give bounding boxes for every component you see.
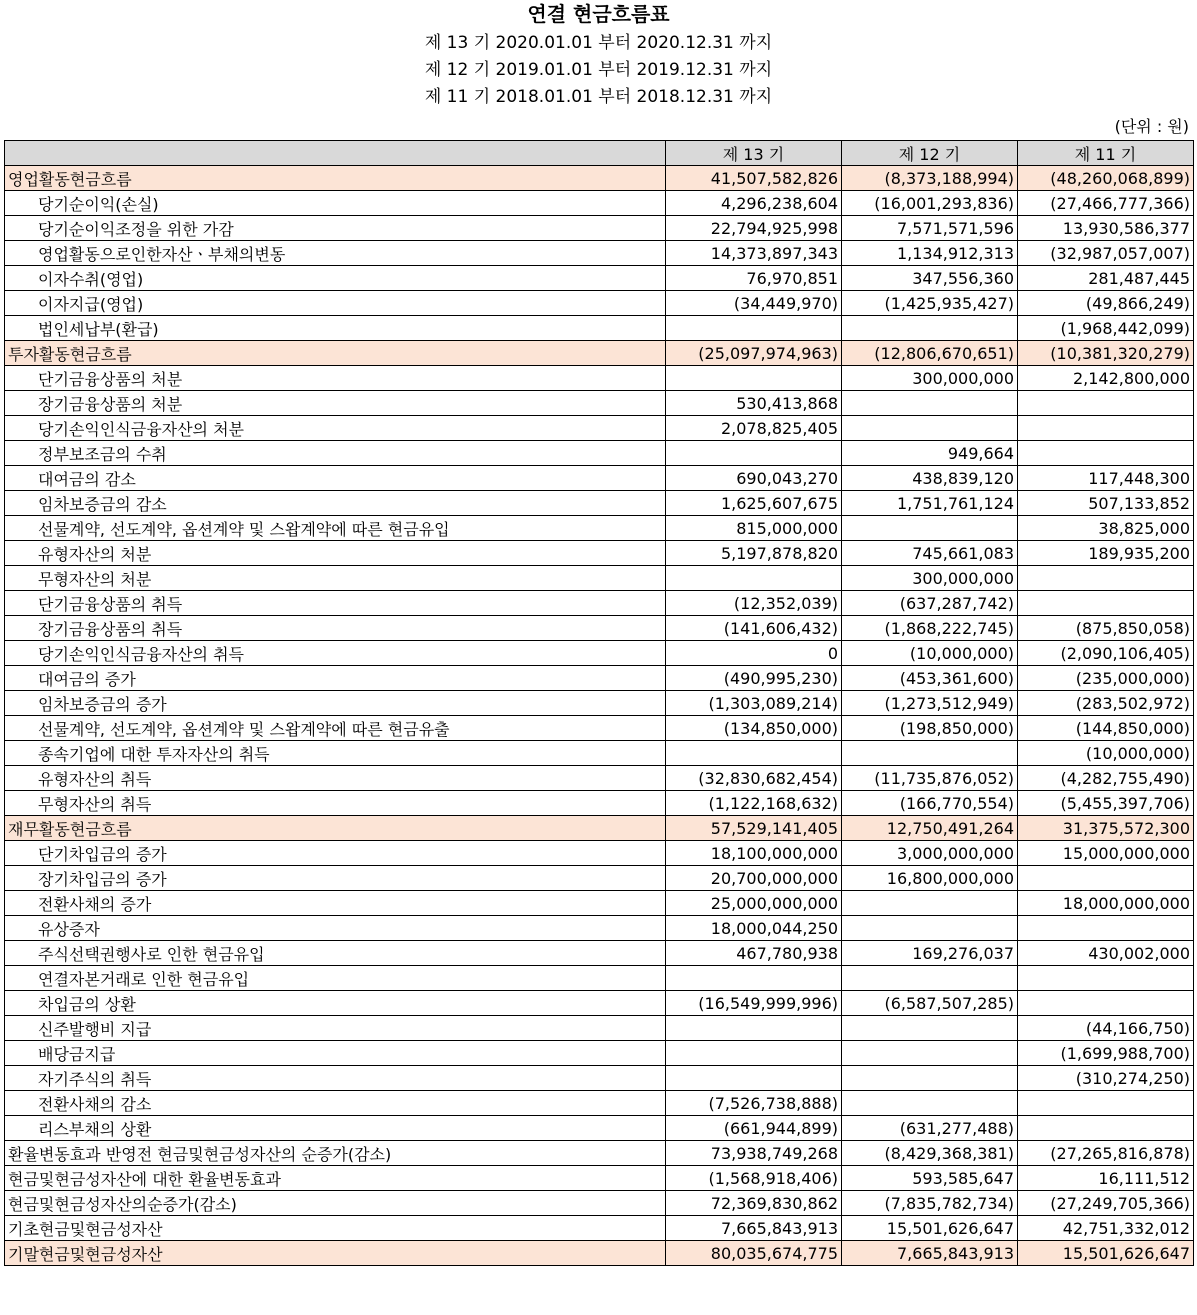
value-period-11 bbox=[1018, 441, 1194, 466]
value-period-11: (27,466,777,366) bbox=[1018, 191, 1194, 216]
value-period-11: (235,000,000) bbox=[1018, 666, 1194, 691]
value-period-12: (1,425,935,427) bbox=[842, 291, 1018, 316]
value-period-12 bbox=[842, 516, 1018, 541]
value-period-11 bbox=[1018, 966, 1194, 991]
row-label: 선물계약, 선도계약, 옵션계약 및 스왑계약에 따른 현금유입 bbox=[5, 516, 666, 541]
value-period-12: 593,585,647 bbox=[842, 1166, 1018, 1191]
value-period-12: (631,277,488) bbox=[842, 1116, 1018, 1141]
table-row bbox=[5, 516, 1194, 541]
value-period-11: (48,260,068,899) bbox=[1018, 166, 1194, 191]
table-row bbox=[5, 691, 1194, 716]
header-period-13: 제 13 기 bbox=[666, 141, 842, 166]
table-row bbox=[5, 1166, 1194, 1191]
row-label: 투자활동현금흐름 bbox=[5, 341, 666, 366]
value-period-13 bbox=[666, 441, 842, 466]
row-label: 유형자산의 처분 bbox=[5, 541, 666, 566]
row-label: 장기금융상품의 처분 bbox=[5, 391, 666, 416]
table-row bbox=[5, 266, 1194, 291]
table-row bbox=[5, 1016, 1194, 1041]
value-period-13: 76,970,851 bbox=[666, 266, 842, 291]
value-period-13: 80,035,674,775 bbox=[666, 1241, 842, 1266]
value-period-12: 347,556,360 bbox=[842, 266, 1018, 291]
value-period-13: 4,296,238,604 bbox=[666, 191, 842, 216]
value-period-13: (34,449,970) bbox=[666, 291, 842, 316]
value-period-12: (453,361,600) bbox=[842, 666, 1018, 691]
row-label: 장기차입금의 증가 bbox=[5, 866, 666, 891]
value-period-13 bbox=[666, 1016, 842, 1041]
value-period-13: (1,568,918,406) bbox=[666, 1166, 842, 1191]
value-period-11: (875,850,058) bbox=[1018, 616, 1194, 641]
value-period-12: (1,273,512,949) bbox=[842, 691, 1018, 716]
value-period-11 bbox=[1018, 866, 1194, 891]
value-period-11: 281,487,445 bbox=[1018, 266, 1194, 291]
value-period-12: 438,839,120 bbox=[842, 466, 1018, 491]
value-period-12 bbox=[842, 391, 1018, 416]
table-row bbox=[5, 766, 1194, 791]
value-period-11: 16,111,512 bbox=[1018, 1166, 1194, 1191]
value-period-11: (4,282,755,490) bbox=[1018, 766, 1194, 791]
value-period-11: 2,142,800,000 bbox=[1018, 366, 1194, 391]
table-row bbox=[5, 791, 1194, 816]
table-row bbox=[5, 466, 1194, 491]
row-label: 영업활동현금흐름 bbox=[5, 166, 666, 191]
value-period-13: (12,352,039) bbox=[666, 591, 842, 616]
value-period-13: (661,944,899) bbox=[666, 1116, 842, 1141]
value-period-11: (1,968,442,099) bbox=[1018, 316, 1194, 341]
row-label: 이자수취(영업) bbox=[5, 266, 666, 291]
row-label: 선물계약, 선도계약, 옵션계약 및 스왑계약에 따른 현금유출 bbox=[5, 716, 666, 741]
value-period-11: (1,699,988,700) bbox=[1018, 1041, 1194, 1066]
value-period-12: 7,571,571,596 bbox=[842, 216, 1018, 241]
value-period-12 bbox=[842, 1066, 1018, 1091]
value-period-13: 815,000,000 bbox=[666, 516, 842, 541]
value-period-13: 72,369,830,862 bbox=[666, 1191, 842, 1216]
row-label: 유상증자 bbox=[5, 916, 666, 941]
row-label: 종속기업에 대한 투자자산의 취득 bbox=[5, 741, 666, 766]
value-period-11: 507,133,852 bbox=[1018, 491, 1194, 516]
value-period-12: 16,800,000,000 bbox=[842, 866, 1018, 891]
unit-label: (단위 : 원) bbox=[1114, 117, 1189, 136]
value-period-11: 117,448,300 bbox=[1018, 466, 1194, 491]
row-label: 환율변동효과 반영전 현금및현금성자산의 순증가(감소) bbox=[5, 1141, 666, 1166]
row-label: 무형자산의 처분 bbox=[5, 566, 666, 591]
value-period-11: (27,249,705,366) bbox=[1018, 1191, 1194, 1216]
value-period-12 bbox=[842, 741, 1018, 766]
value-period-12: 1,751,761,124 bbox=[842, 491, 1018, 516]
table-row bbox=[5, 1216, 1194, 1241]
row-label: 단기금융상품의 처분 bbox=[5, 366, 666, 391]
value-period-11: 189,935,200 bbox=[1018, 541, 1194, 566]
table-row bbox=[5, 991, 1194, 1016]
table-row bbox=[5, 491, 1194, 516]
value-period-12: 300,000,000 bbox=[842, 566, 1018, 591]
row-label: 단기차입금의 증가 bbox=[5, 841, 666, 866]
value-period-13: (1,122,168,632) bbox=[666, 791, 842, 816]
row-label: 영업활동으로인한자산ㆍ부채의변동 bbox=[5, 241, 666, 266]
row-label: 배당금지급 bbox=[5, 1041, 666, 1066]
value-period-11: (310,274,250) bbox=[1018, 1066, 1194, 1091]
row-label: 유형자산의 취득 bbox=[5, 766, 666, 791]
row-label: 당기손익인식금융자산의 취득 bbox=[5, 641, 666, 666]
row-label: 임차보증금의 증가 bbox=[5, 691, 666, 716]
value-period-11 bbox=[1018, 416, 1194, 441]
header-label bbox=[5, 141, 666, 166]
row-label: 당기순이익(손실) bbox=[5, 191, 666, 216]
table-row bbox=[5, 391, 1194, 416]
table-row bbox=[5, 1191, 1194, 1216]
value-period-11: 15,000,000,000 bbox=[1018, 841, 1194, 866]
value-period-11: (2,090,106,405) bbox=[1018, 641, 1194, 666]
value-period-11: 38,825,000 bbox=[1018, 516, 1194, 541]
value-period-13 bbox=[666, 566, 842, 591]
period-line-13: 제 13 기 2020.01.01 부터 2020.12.31 까지 bbox=[424, 33, 773, 53]
table-row bbox=[5, 191, 1194, 216]
header-period-11: 제 11 기 bbox=[1018, 141, 1194, 166]
value-period-12: (8,373,188,994) bbox=[842, 166, 1018, 191]
value-period-12: 949,664 bbox=[842, 441, 1018, 466]
table-row bbox=[5, 416, 1194, 441]
value-period-11: (10,000,000) bbox=[1018, 741, 1194, 766]
table-row bbox=[5, 641, 1194, 666]
row-label: 단기금융상품의 취득 bbox=[5, 591, 666, 616]
table-row bbox=[5, 1066, 1194, 1091]
value-period-12: 300,000,000 bbox=[842, 366, 1018, 391]
value-period-13: 467,780,938 bbox=[666, 941, 842, 966]
value-period-13: 690,043,270 bbox=[666, 466, 842, 491]
value-period-12: (8,429,368,381) bbox=[842, 1141, 1018, 1166]
value-period-13: 530,413,868 bbox=[666, 391, 842, 416]
value-period-13: (25,097,974,963) bbox=[666, 341, 842, 366]
table-row bbox=[5, 616, 1194, 641]
value-period-13 bbox=[666, 316, 842, 341]
value-period-12 bbox=[842, 916, 1018, 941]
value-period-11 bbox=[1018, 591, 1194, 616]
row-label: 자기주식의 취득 bbox=[5, 1066, 666, 1091]
value-period-13 bbox=[666, 1066, 842, 1091]
value-period-13 bbox=[666, 366, 842, 391]
value-period-13: (7,526,738,888) bbox=[666, 1091, 842, 1116]
value-period-12 bbox=[842, 1041, 1018, 1066]
value-period-11: (283,502,972) bbox=[1018, 691, 1194, 716]
value-period-12: (7,835,782,734) bbox=[842, 1191, 1018, 1216]
table-row bbox=[5, 216, 1194, 241]
value-period-13 bbox=[666, 966, 842, 991]
value-period-12: (637,287,742) bbox=[842, 591, 1018, 616]
value-period-13: 14,373,897,343 bbox=[666, 241, 842, 266]
period-line-11: 제 11 기 2018.01.01 부터 2018.12.31 까지 bbox=[424, 87, 773, 107]
value-period-11: (49,866,249) bbox=[1018, 291, 1194, 316]
value-period-11: 430,002,000 bbox=[1018, 941, 1194, 966]
row-label: 법인세납부(환급) bbox=[5, 316, 666, 341]
row-label: 임차보증금의 감소 bbox=[5, 491, 666, 516]
value-period-12 bbox=[842, 1016, 1018, 1041]
value-period-11 bbox=[1018, 566, 1194, 591]
value-period-11: (144,850,000) bbox=[1018, 716, 1194, 741]
value-period-12 bbox=[842, 316, 1018, 341]
value-period-11 bbox=[1018, 391, 1194, 416]
value-period-12: 745,661,083 bbox=[842, 541, 1018, 566]
value-period-13: 41,507,582,826 bbox=[666, 166, 842, 191]
value-period-12: (1,868,222,745) bbox=[842, 616, 1018, 641]
value-period-11 bbox=[1018, 1116, 1194, 1141]
value-period-12: (12,806,670,651) bbox=[842, 341, 1018, 366]
table-row bbox=[5, 666, 1194, 691]
value-period-13: 57,529,141,405 bbox=[666, 816, 842, 841]
value-period-13 bbox=[666, 1041, 842, 1066]
value-period-11: 31,375,572,300 bbox=[1018, 816, 1194, 841]
table-header-row bbox=[5, 141, 1194, 166]
value-period-11: (10,381,320,279) bbox=[1018, 341, 1194, 366]
value-period-12 bbox=[842, 416, 1018, 441]
value-period-12: (10,000,000) bbox=[842, 641, 1018, 666]
table-row bbox=[5, 966, 1194, 991]
table-row bbox=[5, 716, 1194, 741]
row-label: 현금및현금성자산의순증가(감소) bbox=[5, 1191, 666, 1216]
row-label: 대여금의 증가 bbox=[5, 666, 666, 691]
table-row bbox=[5, 566, 1194, 591]
value-period-12: (16,001,293,836) bbox=[842, 191, 1018, 216]
value-period-13: 1,625,607,675 bbox=[666, 491, 842, 516]
value-period-13 bbox=[666, 741, 842, 766]
value-period-12 bbox=[842, 966, 1018, 991]
value-period-12: 7,665,843,913 bbox=[842, 1241, 1018, 1266]
value-period-13: 7,665,843,913 bbox=[666, 1216, 842, 1241]
table-row bbox=[5, 816, 1194, 841]
value-period-11: 15,501,626,647 bbox=[1018, 1241, 1194, 1266]
value-period-11: 18,000,000,000 bbox=[1018, 891, 1194, 916]
row-label: 리스부채의 상환 bbox=[5, 1116, 666, 1141]
row-label: 신주발행비 지급 bbox=[5, 1016, 666, 1041]
row-label: 현금및현금성자산에 대한 환율변동효과 bbox=[5, 1166, 666, 1191]
cash-flow-table bbox=[4, 140, 1194, 1266]
value-period-13: (32,830,682,454) bbox=[666, 766, 842, 791]
value-period-12 bbox=[842, 891, 1018, 916]
value-period-11: (5,455,397,706) bbox=[1018, 791, 1194, 816]
value-period-12: (198,850,000) bbox=[842, 716, 1018, 741]
row-label: 기초현금및현금성자산 bbox=[5, 1216, 666, 1241]
value-period-11 bbox=[1018, 991, 1194, 1016]
value-period-12: 1,134,912,313 bbox=[842, 241, 1018, 266]
table-row bbox=[5, 366, 1194, 391]
value-period-11 bbox=[1018, 1091, 1194, 1116]
table-row bbox=[5, 1241, 1194, 1266]
row-label: 장기금융상품의 취득 bbox=[5, 616, 666, 641]
row-label: 당기손익인식금융자산의 처분 bbox=[5, 416, 666, 441]
row-label: 당기순이익조정을 위한 가감 bbox=[5, 216, 666, 241]
row-label: 무형자산의 취득 bbox=[5, 791, 666, 816]
table-row bbox=[5, 441, 1194, 466]
value-period-13: (1,303,089,214) bbox=[666, 691, 842, 716]
value-period-13: 25,000,000,000 bbox=[666, 891, 842, 916]
value-period-12: 3,000,000,000 bbox=[842, 841, 1018, 866]
value-period-13: (16,549,999,996) bbox=[666, 991, 842, 1016]
table-row bbox=[5, 916, 1194, 941]
value-period-12: (11,735,876,052) bbox=[842, 766, 1018, 791]
value-period-12: 15,501,626,647 bbox=[842, 1216, 1018, 1241]
value-period-13: 18,000,044,250 bbox=[666, 916, 842, 941]
row-label: 재무활동현금흐름 bbox=[5, 816, 666, 841]
value-period-13: 18,100,000,000 bbox=[666, 841, 842, 866]
value-period-13: (490,995,230) bbox=[666, 666, 842, 691]
value-period-13: 2,078,825,405 bbox=[666, 416, 842, 441]
value-period-11: 13,930,586,377 bbox=[1018, 216, 1194, 241]
row-label: 전환사채의 감소 bbox=[5, 1091, 666, 1116]
value-period-12 bbox=[842, 1091, 1018, 1116]
value-period-13: 5,197,878,820 bbox=[666, 541, 842, 566]
table-row bbox=[5, 541, 1194, 566]
row-label: 정부보조금의 수취 bbox=[5, 441, 666, 466]
table-row bbox=[5, 1141, 1194, 1166]
table-row bbox=[5, 891, 1194, 916]
value-period-13: 0 bbox=[666, 641, 842, 666]
value-period-12: 12,750,491,264 bbox=[842, 816, 1018, 841]
value-period-12: (6,587,507,285) bbox=[842, 991, 1018, 1016]
row-label: 기말현금및현금성자산 bbox=[5, 1241, 666, 1266]
row-label: 연결자본거래로 인한 현금유입 bbox=[5, 966, 666, 991]
value-period-13: 73,938,749,268 bbox=[666, 1141, 842, 1166]
value-period-13: (141,606,432) bbox=[666, 616, 842, 641]
value-period-11: 42,751,332,012 bbox=[1018, 1216, 1194, 1241]
table-row bbox=[5, 291, 1194, 316]
table-row bbox=[5, 1091, 1194, 1116]
period-line-12: 제 12 기 2019.01.01 부터 2019.12.31 까지 bbox=[424, 60, 773, 80]
table-row bbox=[5, 316, 1194, 341]
table-row bbox=[5, 866, 1194, 891]
table-row bbox=[5, 241, 1194, 266]
value-period-13: 20,700,000,000 bbox=[666, 866, 842, 891]
value-period-11 bbox=[1018, 916, 1194, 941]
value-period-12: 169,276,037 bbox=[842, 941, 1018, 966]
value-period-11: (27,265,816,878) bbox=[1018, 1141, 1194, 1166]
table-row bbox=[5, 841, 1194, 866]
table-row bbox=[5, 941, 1194, 966]
value-period-11: (32,987,057,007) bbox=[1018, 241, 1194, 266]
row-label: 이자지급(영업) bbox=[5, 291, 666, 316]
value-period-13: 22,794,925,998 bbox=[666, 216, 842, 241]
table-row bbox=[5, 1041, 1194, 1066]
table-row bbox=[5, 741, 1194, 766]
table-row bbox=[5, 591, 1194, 616]
row-label: 차입금의 상환 bbox=[5, 991, 666, 1016]
statement-title: 연결 현금흐름표 bbox=[527, 2, 670, 26]
row-label: 전환사채의 증가 bbox=[5, 891, 666, 916]
value-period-13: (134,850,000) bbox=[666, 716, 842, 741]
table-body bbox=[5, 166, 1194, 1266]
row-label: 주식선택권행사로 인한 현금유입 bbox=[5, 941, 666, 966]
row-label: 대여금의 감소 bbox=[5, 466, 666, 491]
table-row bbox=[5, 1116, 1194, 1141]
table-row bbox=[5, 166, 1194, 191]
value-period-12: (166,770,554) bbox=[842, 791, 1018, 816]
value-period-11: (44,166,750) bbox=[1018, 1016, 1194, 1041]
table-row bbox=[5, 341, 1194, 366]
header-period-12: 제 12 기 bbox=[842, 141, 1018, 166]
